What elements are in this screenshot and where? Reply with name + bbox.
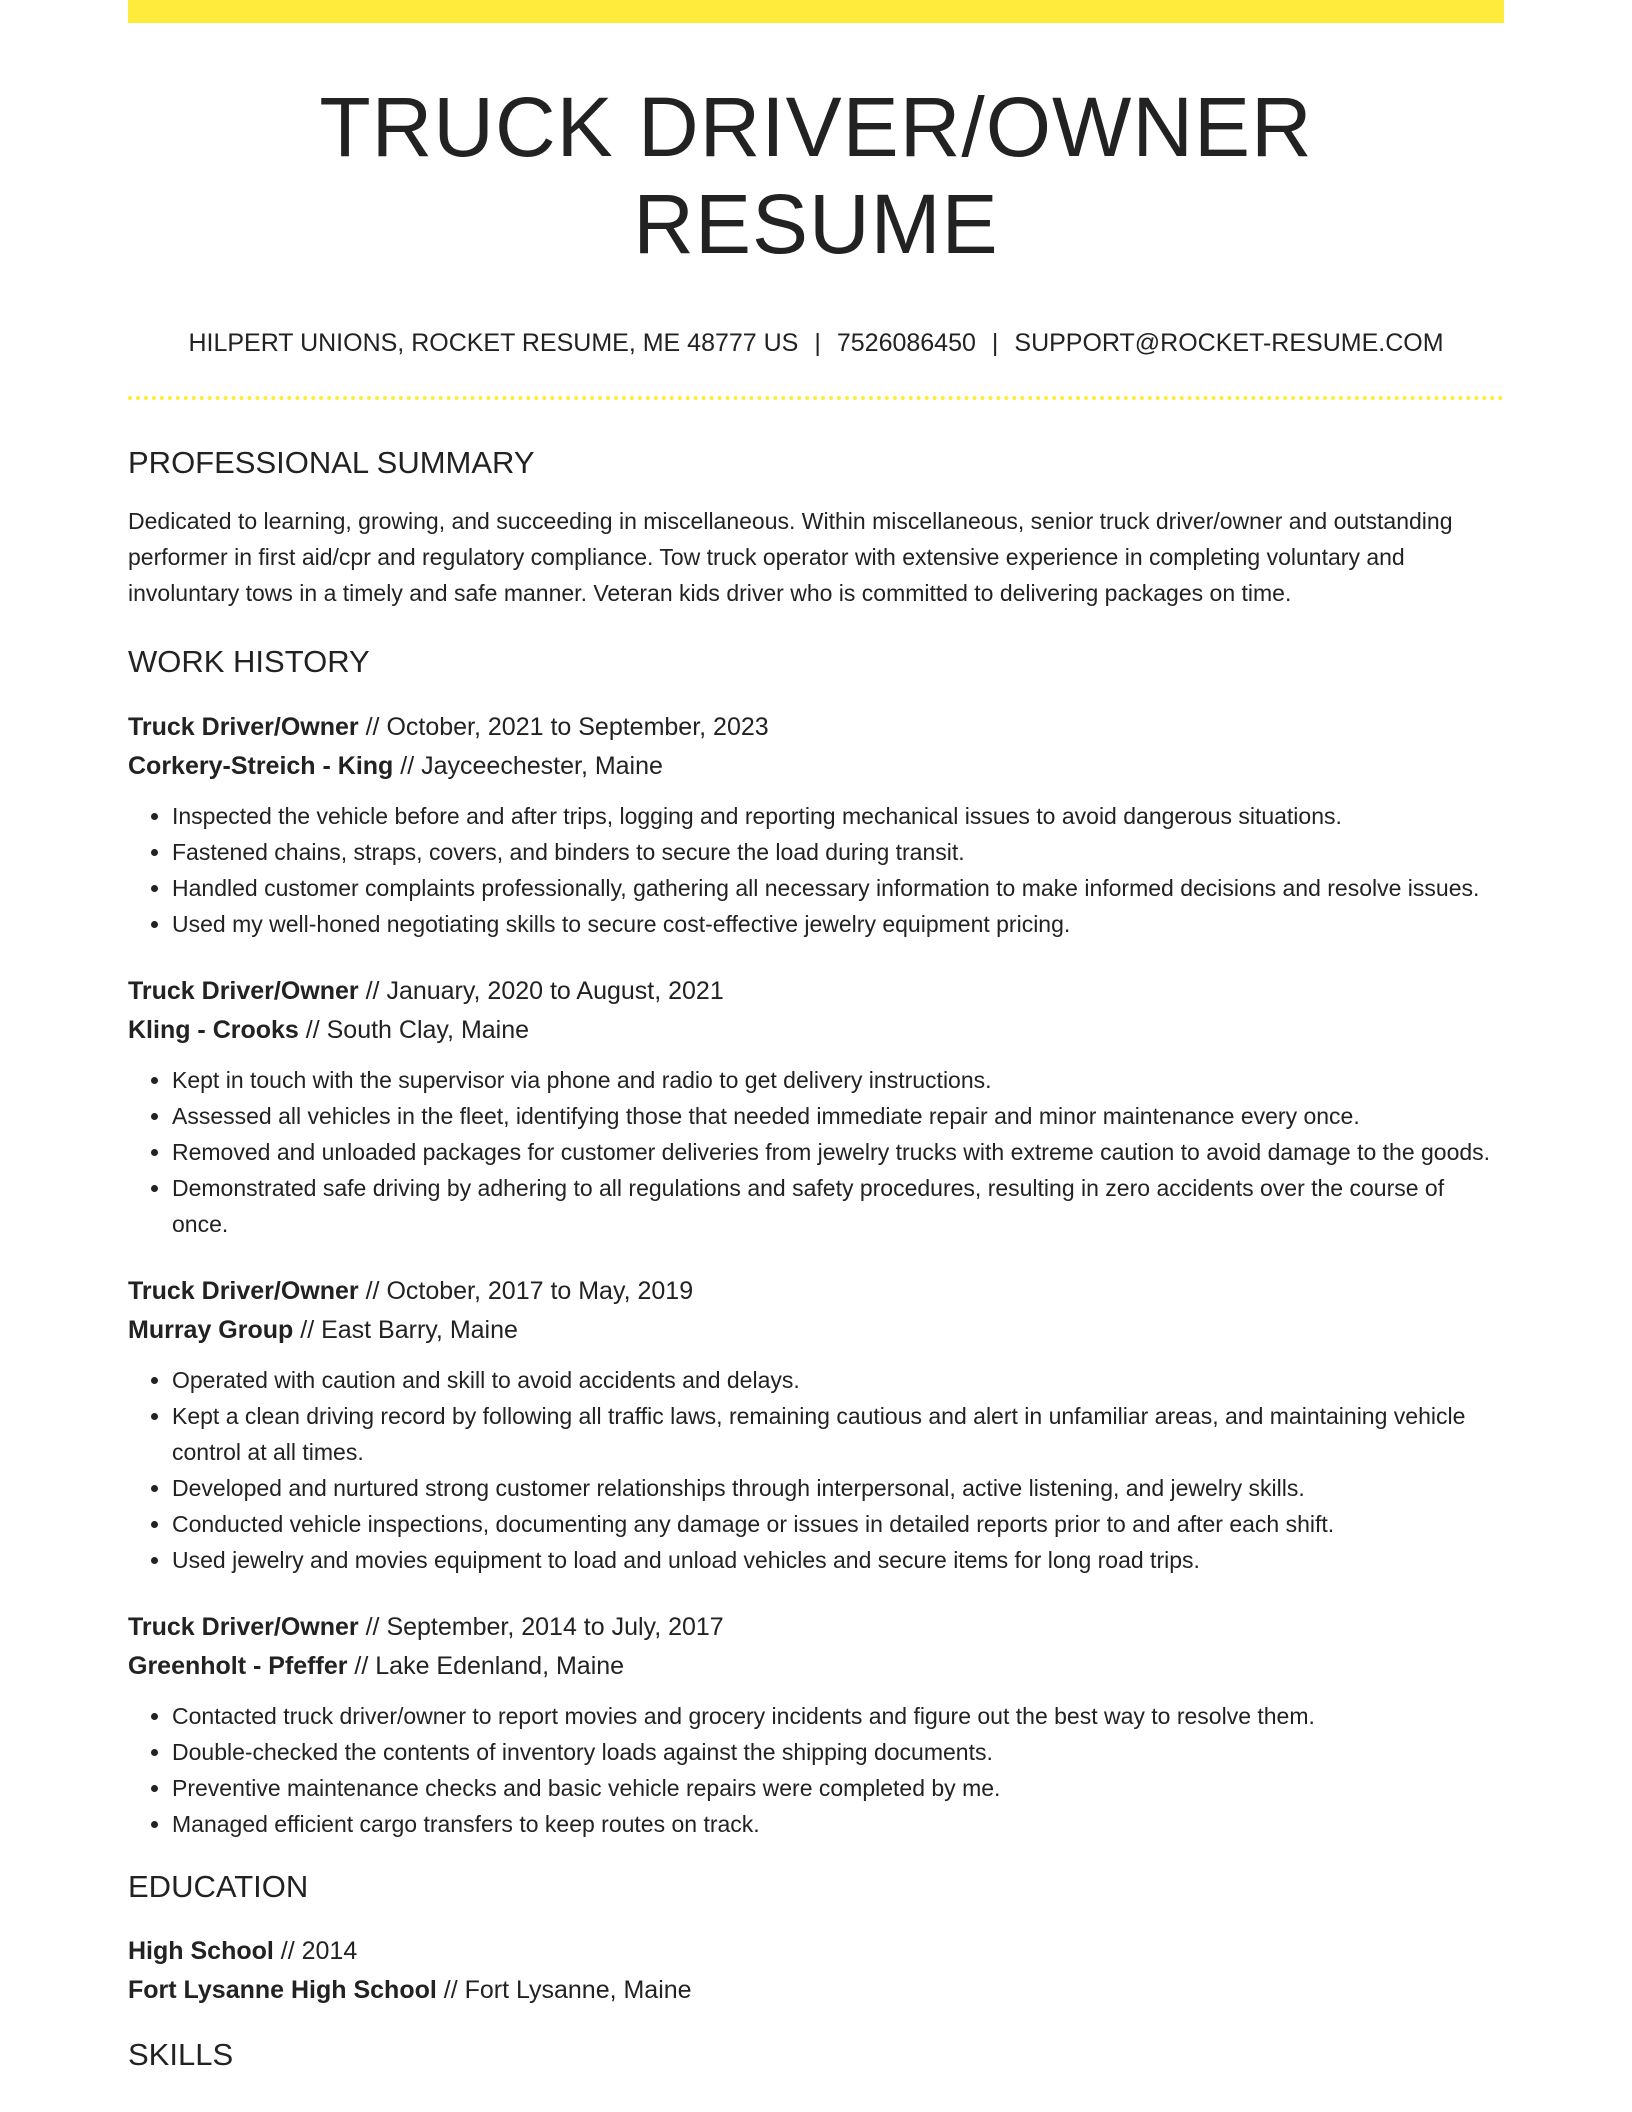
job-bullets [128, 798, 1504, 942]
job-company: Greenholt - Pfeffer [128, 1651, 348, 1680]
education-degree-line [128, 1932, 1504, 1971]
education-year: // 2014 [273, 1936, 358, 1965]
summary-heading: PROFESSIONAL SUMMARY [128, 445, 535, 481]
education-degree: High School [128, 1936, 274, 1965]
education-school-line [128, 1971, 1504, 2010]
bullet-item: • Assessed all vehicles in the fleet, identifying those that needed immediate repair and minor maintenance every once. [172, 1098, 1504, 1134]
job-title-line [128, 972, 1504, 1011]
bullet-item: • Double-checked the contents of inventory loads against the shipping documents. [172, 1734, 1504, 1770]
work-history-heading: WORK HISTORY [128, 644, 370, 680]
bullet-item: • Kept in touch with the supervisor via phone and radio to get delivery instructions. [172, 1062, 1504, 1098]
bullet-item: • Fastened chains, straps, covers, and binders to secure the load during transit. [172, 834, 1504, 870]
job-title-line [128, 1608, 1504, 1647]
education-school: Fort Lysanne High School [128, 1975, 437, 2004]
contact-separator: | [991, 329, 999, 358]
accent-bar [128, 0, 1504, 23]
job-dates: // October, 2017 to May, 2019 [358, 1276, 694, 1305]
contact-email: SUPPORT@ROCKET-RESUME.COM [1014, 329, 1444, 358]
bullet-item: • Managed efficient cargo transfers to keep routes on track. [172, 1806, 1504, 1842]
job-bullets [128, 1362, 1504, 1578]
bullet-item: • Kept a clean driving record by following all traffic laws, remaining cautious and alert in unfamiliar areas, and maintaining vehicle control at all times. [172, 1398, 1504, 1470]
job-entry [128, 708, 1504, 942]
job-dates: // September, 2014 to July, 2017 [358, 1612, 724, 1641]
job-location: // South Clay, Maine [298, 1015, 530, 1044]
job-entry [128, 972, 1504, 1242]
contact-line [128, 328, 1504, 358]
job-company-line [128, 1647, 1504, 1686]
job-title: Truck Driver/Owner [128, 976, 359, 1005]
job-company: Murray Group [128, 1315, 294, 1344]
bullet-item: • Operated with caution and skill to avoid accidents and delays. [172, 1362, 1504, 1398]
contact-phone: 7526086450 [836, 329, 976, 358]
resume-page [128, 0, 1504, 2073]
job-company-line [128, 1011, 1504, 1050]
bullet-item: • Conducted vehicle inspections, documenting any damage or issues in detailed reports prior to and after each shift. [172, 1506, 1504, 1542]
bullet-item: • Removed and unloaded packages for customer deliveries from jewelry trucks with extreme caution to avoid damage to the goods. [172, 1134, 1504, 1170]
bullet-item: • Inspected the vehicle before and after trips, logging and reporting mechanical issues to avoid dangerous situations. [172, 798, 1504, 834]
bullet-item: • Handled customer complaints professionally, gathering all necessary information to make informed decisions and resolve issues. [172, 870, 1504, 906]
job-entry [128, 1608, 1504, 1842]
bullet-item: • Contacted truck driver/owner to report movies and grocery incidents and figure out the best way to resolve them. [172, 1698, 1504, 1734]
job-location: // Lake Edenland, Maine [347, 1651, 625, 1680]
job-company: Kling - Crooks [128, 1015, 299, 1044]
job-company-line [128, 747, 1504, 786]
job-entry [128, 1272, 1504, 1578]
summary-text: Dedicated to learning, growing, and succeeding in miscellaneous. Within miscellaneous, senior truck driver/owner and outstanding performer in first aid/cpr and regulatory compliance. Tow truck operator with extensive experience in completing voluntary and involuntary tows in a timely and safe manner. Veteran kids driver who is committed to delivering packages on time. [128, 508, 1453, 607]
education-location: // Fort Lysanne, Maine [436, 1975, 692, 2004]
job-title: Truck Driver/Owner [128, 1276, 359, 1305]
job-bullets [128, 1698, 1504, 1842]
job-bullets [128, 1062, 1504, 1242]
job-company: Corkery-Streich - King [128, 751, 394, 780]
skills-heading: SKILLS [128, 2036, 234, 2072]
contact-separator: | [814, 329, 821, 358]
education-heading: EDUCATION [128, 1868, 309, 1904]
job-title-line [128, 1272, 1504, 1311]
job-title: Truck Driver/Owner [128, 1612, 359, 1641]
contact-address: HILPERT UNIONS, ROCKET RESUME, ME 48777 US [188, 329, 799, 358]
job-location: // East Barry, Maine [293, 1315, 518, 1344]
job-dates: // January, 2020 to August, 2021 [358, 976, 724, 1005]
job-title: Truck Driver/Owner [128, 712, 359, 741]
job-dates: // October, 2021 to September, 2023 [358, 712, 769, 741]
job-location: // Jayceechester, Maine [393, 751, 663, 780]
bullet-item: • Preventive maintenance checks and basic vehicle repairs were completed by me. [172, 1770, 1504, 1806]
education-entry [128, 1932, 1504, 2010]
bullet-item: • Used jewelry and movies equipment to load and unload vehicles and secure items for long road trips. [172, 1542, 1504, 1578]
job-company-line [128, 1311, 1504, 1350]
bullet-item: • Used my well-honed negotiating skills to secure cost-effective jewelry equipment pricing. [172, 906, 1504, 942]
job-title-line [128, 708, 1504, 747]
resume-title: TRUCK DRIVER/OWNER RESUME [319, 80, 1313, 271]
bullet-item: • Demonstrated safe driving by adhering to all regulations and safety procedures, resulting in zero accidents over the course of once. [172, 1170, 1504, 1242]
dotted-divider [128, 396, 1504, 400]
bullet-item: • Developed and nurtured strong customer relationships through interpersonal, active listening, and jewelry skills. [172, 1470, 1504, 1506]
